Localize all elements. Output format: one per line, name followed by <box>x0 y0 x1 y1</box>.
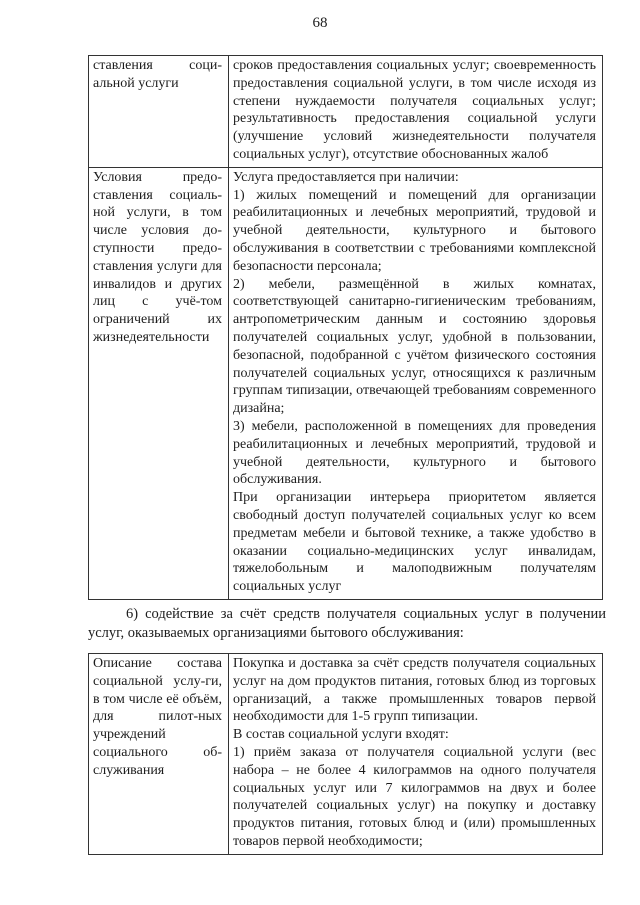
row-paragraph: 3) мебели, расположенной в помещениях для проведения реабилитационных и лечебных мероприятий, трудовой и учебной деятельности, культурного и бытового обслуживания. <box>233 418 596 488</box>
row-paragraph: сроков предоставления социальных услуг; своевременность предоставления социальной услуги, в том числе исходя из степени нуждаемости получателя социальных услуг; результативность предоставления социальной услуги (улучшение условий жизнедеятельности получателя социальных услуг), отсутствие обоснованных жалоб <box>233 58 596 162</box>
row-paragraph: 1) приём заказа от получателя социальной услуги (вес набора – не более 4 килограммов на одного получателя социальных услуг или 7 килограммов на двух и более получателей социальных услуг) на покупку и доставку продуктов питания, готовых блюд и (или) промышленных товаров первой необходимости; <box>233 744 596 849</box>
services-table-lower <box>88 653 603 855</box>
table-row <box>89 654 603 855</box>
row-content-cell <box>229 654 603 855</box>
row-paragraph: Услуга предоставляется при наличии: <box>233 169 459 185</box>
table-row <box>89 167 603 599</box>
row-paragraph: 2) мебели, размещённой в жилых комнатах, соответствующей санитарно-гигиеническим требованиям, антропометрическим данным и состоянию здоровья получателей социальных услуг, удобной в пользовании, безопасной, подобранной с учётом физического состояния получателей социальных услуг, относящихся к различным группам типизации, отвечающей требованиям современного дизайна; <box>233 276 596 417</box>
row-paragraph: 1) жилых помещений и помещений для организации реабилитационных и лечебных мероприятий, трудовой и учебной деятельности, культурного и бытового обслуживания в соответствии с требованиями комплексной безопасности персонала; <box>233 187 596 274</box>
row-label-cell: Описание состава социальной услу-ги, в том числе её объём, для пилот-ных учреждений социального об-служивания <box>89 654 229 855</box>
row-label-cell: Условия предо-ставления социаль-ной услуги, в том числе условия до-ступности предо-ставления услуги для инвалидов и других лиц с учё-том ограничений их жизнедеятельности <box>89 167 229 599</box>
paragraph-6: 6) содействие за счёт средств получателя социальных услуг в получении услуг, оказываемых организациями бытового обслуживания: <box>88 606 606 641</box>
row-content-cell <box>229 56 603 168</box>
row-paragraph: В состав социальной услуги входят: <box>233 727 449 743</box>
row-paragraph: Покупка и доставка за счёт средств получателя социальных услуг на дом продуктов питания, готовых блюд из торговых организаций, а также промышленных товаров первой необходимости для 1-5 групп типизации. <box>233 656 596 725</box>
row-content-cell <box>229 167 603 599</box>
row-label-cell: ставления соци-альной услуги <box>89 56 229 168</box>
services-table-upper <box>88 55 603 600</box>
row-paragraph: При организации интерьера приоритетом является свободный доступ получателей социальных услуг ко всем предметам мебели и бытовой технике, а также удобство в оказании социально-медицинских услуг инвалидам, тяжелобольным и малоподвижным получателям социальных услуг <box>233 490 596 595</box>
table-row <box>89 56 603 168</box>
page-number: 68 <box>312 15 328 31</box>
